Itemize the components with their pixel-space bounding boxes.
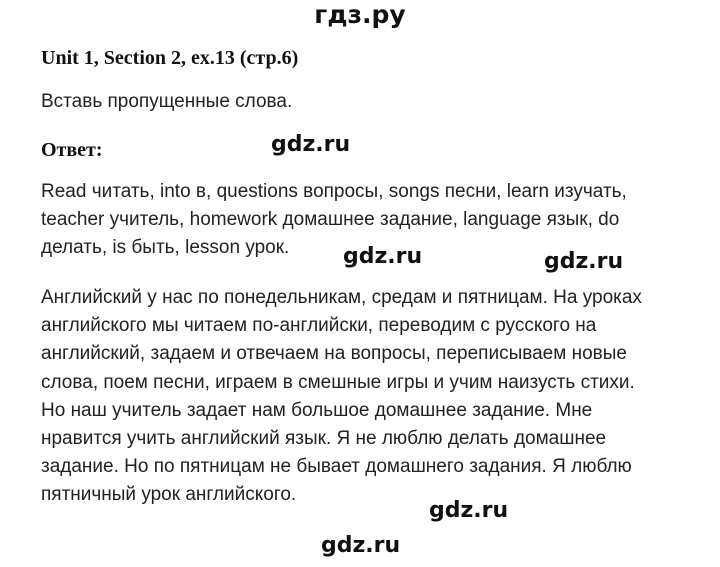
watermark: gdz.ru — [343, 244, 423, 269]
story-paragraph — [41, 284, 713, 510]
watermark: gdz.ru — [544, 249, 624, 274]
watermark: gdz.ru — [429, 498, 509, 523]
text-line: teacher учитель, homework домашнее задание, language язык, do — [41, 209, 620, 231]
text-line: слова, поем песни, играем в смешные игры и учим наизусть стихи. — [41, 371, 635, 393]
text-line: пятничный урок английского. — [41, 484, 297, 506]
text-line: английский, задаем и отвечаем на вопросы, переписываем новые — [41, 343, 627, 365]
text-line: задание. Но по пятницам не бывает домашнего задания. Я люблю — [41, 456, 632, 478]
exercise-instruction: Вставь пропущенные слова. — [41, 91, 293, 112]
text-line: Но наш учитель задает нам большое домашнее задание. Мне — [41, 399, 593, 421]
text-line: Read читать, into в, questions вопросы, songs песни, learn изучать, — [41, 181, 627, 202]
watermark: gdz.ru — [321, 533, 401, 558]
text-line: нравится учить английский язык. Я не люблю делать домашнее — [41, 428, 607, 450]
site-logo: гдз.ру — [314, 0, 406, 29]
text-line: делать, is быть, lesson урок. — [41, 237, 290, 259]
text-line: Английский у нас по понедельникам, средам и пятницам. На уроках — [41, 287, 642, 308]
answer-label: Ответ: — [41, 139, 103, 161]
watermark: gdz.ru — [271, 132, 351, 157]
text-line: английского мы читаем по-английски, переводим с русского на — [41, 315, 597, 337]
exercise-heading: Unit 1, Section 2, ex.13 (стр.6) — [41, 47, 299, 69]
